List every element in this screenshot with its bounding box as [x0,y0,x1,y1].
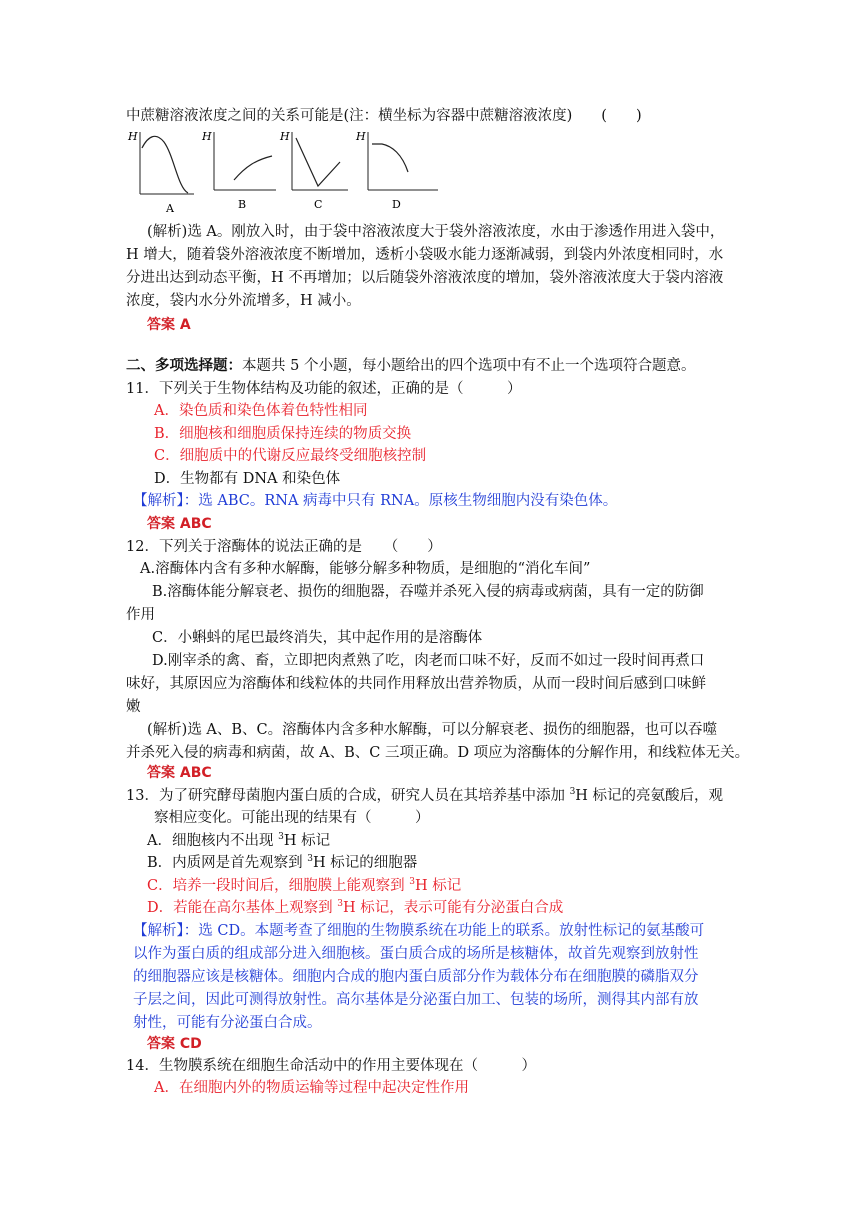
q13-option-a [147,831,330,851]
q13-stem-line-1 [126,786,723,806]
section2-heading [126,356,695,376]
graph-b-caption: B [238,198,247,211]
q12-explain-line-1: (解析)选 A、B、C。溶酶体内含多种水解酶，可以分解衰老、损伤的细胞器，也可以吞噬 [147,722,718,738]
q11-option-b: B．细胞核和细胞质保持连续的物质交换 [154,426,412,442]
q13-stem-end: H 标记的亮氨酸后，观 [575,788,724,804]
graph-b [201,130,276,211]
graph-c-axis-label: H [280,130,290,143]
q10-explain-line-1: (解析)选 A。刚放入时，由于袋中溶液浓度大于袋外溶液浓度，水由于渗透作用进入袋中， [147,224,725,240]
q12-explain-line-2: 并杀死入侵的病毒和病菌，故 A、B、C 三项正确。D 项应为溶酶体的分解作用，和线粒体无关。 [126,745,750,761]
q12-option-a: A.溶酶体内含有多种水解酶，能够分解多种物质，是细胞的“消化车间” [140,561,591,577]
q11-explain: 【解析】：选 ABC。RNA 病毒中只有 RNA。原核生物细胞内没有染色体。 [133,493,618,509]
q12-option-d-line-1: D.刚宰杀的禽、畜，立即把肉煮熟了吃，肉老而口味不好，反而不如过一段时间再煮口 [152,653,705,669]
q13-option-b-text: B．内质网是首先观察到 [147,855,308,871]
q13-option-d-text: D．若能在高尔基体上观察到 [147,900,338,916]
q13-option-c-sup: 3 [409,877,415,888]
q12-option-d-line-2: 味好，其原因应为溶酶体和线粒体的共同作用释放出营养物质，从而一段时间后感到口味鲜 [126,676,706,692]
q13-option-d [147,898,563,918]
q14-option-a: A．在细胞内外的物质运输等过程中起决定性作用 [154,1080,469,1096]
q13-explain-line-3: 的细胞器应该是核糖体。细胞内合成的胞内蛋白质部分作为载体分布在细胞膜的磷脂双分 [133,969,699,985]
q13-stem-line-2: 察相应变化。可能出现的结果有（ ） [154,810,430,826]
q10-explain-line-4: 浓度，袋内水分外流增多，H 减小。 [126,293,361,309]
q12-answer: 答案 ABC [147,765,212,781]
section2-title: 二、多项选择题： [126,357,242,374]
question-intro: 中蔗糖溶液浓度之间的关系可能是(注：横坐标为容器中蔗糖溶液浓度) ( ) [126,108,642,124]
q11-option-d: D．生物都有 DNA 和染色体 [154,471,341,487]
q11-option-a: A．染色质和染色体着色特性相同 [154,403,368,419]
q13-explain-line-1: 【解析】：选 CD。本题考查了细胞的生物膜系统在功能上的联系。放射性标记的氨基酸可 [133,923,705,939]
graph-a-axis-label: H [128,130,138,143]
q10-explain-line-3: 分进出达到动态平衡，H 不再增加；以后随袋外溶液浓度的增加，袋外溶液浓度大于袋内溶液 [126,270,724,286]
q12-option-b-line-2: 作用 [126,607,155,623]
q13-explain-line-5: 射性，可能有分泌蛋白合成。 [133,1015,322,1031]
q12-stem: 12．下列关于溶酶体的说法正确的是 （ ） [126,539,442,555]
graph-d-caption: D [392,198,401,211]
q13-stem-sup: 3 [569,787,576,798]
q13-option-b-end: H 标记的细胞器 [313,855,418,871]
q14-stem: 14．生物膜系统在细胞生命活动中的作用主要体现在（ ） [126,1058,536,1074]
graph-c [279,130,348,211]
graph-d [355,130,438,211]
q13-option-b [147,853,417,873]
q13-option-d-end: H 标记，表示可能有分泌蛋白合成 [342,900,564,916]
section2-desc: 本题共 5 个小题，每小题给出的四个选项中有不止一个选项符合题意。 [242,358,696,374]
q12-option-b-line-1: B.溶酶体能分解衰老、损伤的细胞器，吞噬并杀死入侵的病毒或病菌，具有一定的防御 [152,584,704,600]
q10-explain-line-2: H 增大，随着袋外溶液浓度不断增加，透析小袋吸水能力逐渐减弱，到袋内外浓度相同时，水 [126,247,724,263]
q13-answer: 答案 CD [147,1036,202,1052]
q10-answer: 答案 A [147,317,191,333]
q13-option-d-sup: 3 [337,899,343,910]
answer-graphs [126,128,446,220]
q13-option-c-text: C．培养一段时间后，细胞膜上能观察到 [147,878,410,894]
graph-a [127,130,194,215]
graph-c-caption: C [314,198,323,211]
q11-stem: 11．下列关于生物体结构及功能的叙述，正确的是（ ） [126,381,522,397]
q13-option-c [147,876,461,896]
graph-b-axis-label: H [202,130,212,143]
q13-stem-text: 13．为了研究酵母菌胞内蛋白质的合成，研究人员在其培养基中添加 [126,788,565,804]
graph-d-axis-label: H [356,130,366,143]
q12-option-d-line-3: 嫩 [126,699,141,715]
q13-option-a-sup: 3 [278,832,284,843]
q11-option-c: C．细胞质中的代谢反应最终受细胞核控制 [154,448,427,464]
q11-answer: 答案 ABC [147,516,212,532]
graph-a-caption: A [166,202,174,215]
q13-option-a-text: A．细胞核内不出现 [147,833,279,849]
q13-explain-line-2: 以作为蛋白质的组成部分进入细胞核。蛋白质合成的场所是核糖体，故首先观察到放射性 [133,946,699,962]
q13-option-a-end: H 标记 [283,833,331,849]
q13-option-b-sup: 3 [307,854,313,865]
graphs-svg [126,128,446,220]
q13-option-c-end: H 标记 [414,878,462,894]
q13-explain-line-4: 子层之间，因此可测得放射性。高尔基体是分泌蛋白加工、包装的场所，测得其内部有放 [133,992,699,1008]
q12-option-c: C．小蝌蚪的尾巴最终消失，其中起作用的是溶酶体 [152,630,483,646]
